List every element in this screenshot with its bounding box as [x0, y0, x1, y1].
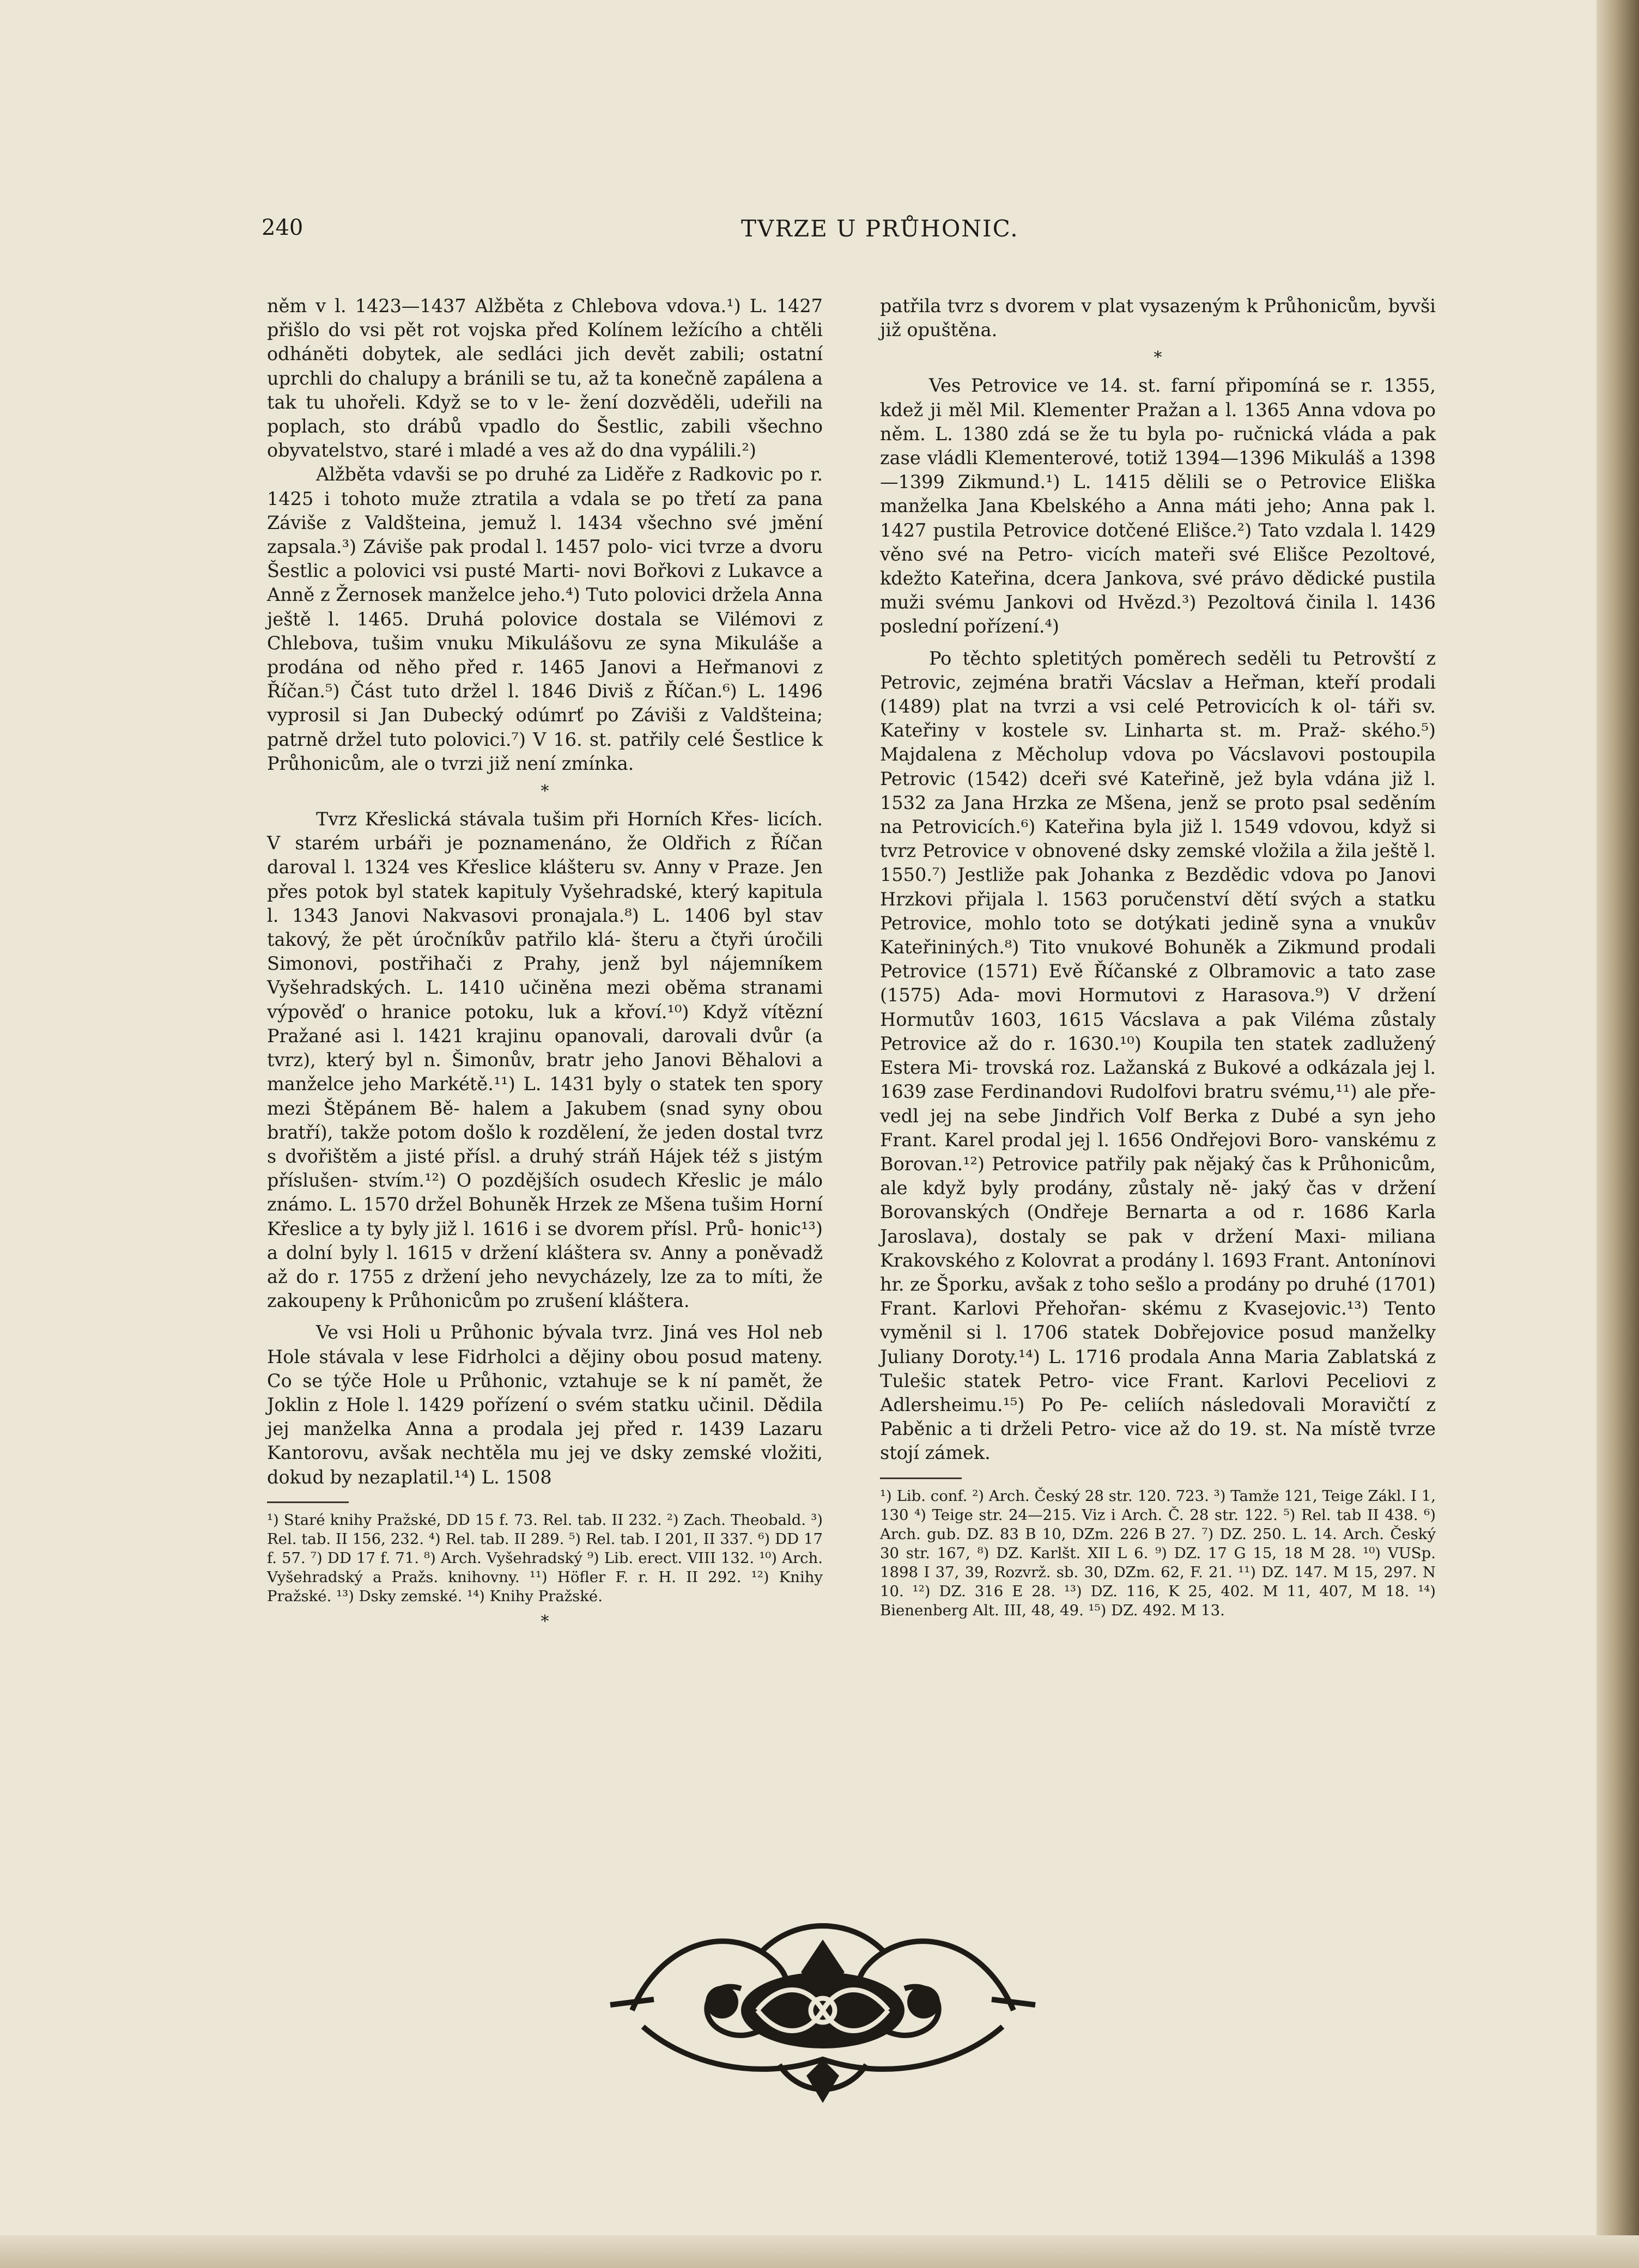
right-column: [880, 294, 1436, 1620]
paragraph-gap: [267, 1313, 823, 1321]
page-bottom-edge: [0, 2235, 1639, 2268]
paragraph-alzbeta: Alžběta vdavši se po druhé za Liděře z Radkovic po r. 1425 i tohoto muže ztratila a vdala se po třetí za pana Záviše z Valdšteina, jemuž l. 1434 všechno své jmění zapsala.³) Záviše pak prodal l. 1457 polo- vici tvrze a dvoru Šestlic a polovici vsi pusté Marti- novi Bořkovi z Lukavce a Anně z Žernosek manželce jeho.⁴) Tuto polovici držela Anna ještě l. 1465. Druhá polovice dostala se Vilémovi z Chlebova, tušim vnuku Mikulášovu ze syna Mikuláše a prodána od něho před r. 1465 Janovi a Heřmanovi z Říčan.⁵) Část tuto držel l. 1846 Diviš z Říčan.⁶) L. 1496 vyprosil si Jan Dubecký odúmrť po Záviši z Valdšteina; patrně držel tuto polovici.⁷) V 16. st. patřily celé Šestlice k Průhonicům, ale o tvrzi již není zmínka.: [267, 464, 823, 774]
page-number: 240: [262, 215, 303, 240]
paragraph-petrovice: Ves Petrovice ve 14. st. farní připomíná se r. 1355, kdež ji měl Mil. Klementer Pražan a l. 1365 Anna vdova po něm. L. 1380 zdá se že tu byla po- ručnická vláda a pak zase vládli Klementerové, totiž 1394—1396 Mikuláš a 1398—1399 Zikmund.¹) L. 1415 dělili se o Petrovice Eliška manželka Jana Kbelského a Anna máti jeho; Anna pak l. 1427 pustila Petrovice dotčené Elišce.²) Tato vzdala l. 1429 věno své na Petro- vicích mateři své Elišce Pezoltové, kdežto Kateřina, dcera Jankova, své právo dědické pustila muži svému Jankovi od Hvězd.³) Pezoltová činila l. 1436 poslední pořízení.⁴): [880, 375, 1436, 637]
paragraph-hole-end: patřila tvrz s dvorem v plat vysazeným k Průhonicům, byvši již opuštěna.: [880, 295, 1436, 341]
page-edge: [1596, 0, 1639, 2268]
footnote-rule: [880, 1477, 962, 1479]
celtic-knot-ornament-icon: [599, 1885, 1046, 2114]
footnotes-right: ¹) Lib. conf. ²) Arch. Český 28 str. 120. 723. ³) Tamže 121, Teige Zákl. I 1, 130 ⁴) Teige str. 24—215. Viz i Arch. Č. 28 str. 122. ⁵) Rel. tab II 438. ⁶) Arch. gub. DZ. 83 B 10, DZm. 226 B 27. ⁷) DZ. 250. L. 14. Arch. Český 30 str. 167, ⁸) DZ. Karlšt. XII L 6. ⁹) DZ. 17 G 15, 18 M 28. ¹⁰) VUSp. 1898 I 37, 39, Rozvrž. sb. 30, DZm. 62, F. 21. ¹¹) DZ. 147. M 15, 297. N 10. ¹²) DZ. 316 E 28. ¹³) DZ. 116, K 25, 402. M 11, 407, M 18. ¹⁴) Bienenberg Alt. III, 48, 49. ¹⁵) DZ. 492. M 13.: [880, 1487, 1436, 1619]
paragraph-petrovsti: Po těchto spletitých poměrech seděli tu Petrovští z Petrovic, zejména bratři Vácslav a Heřman, kteří prodali (1489) plat na tvrzi a vsi celé Petrovicích k ol- táři sv. Kateřiny v kostele sv. Linharta st. m. Praž- ského.⁵) Majdalena z Měcholup vdova po Vácslavovi postoupila Petrovic (1542) dceři své Kateřině, jež byla vdána již l. 1532 za Jana Hrzka ze Mšena, jenž se proto psal seděním na Petrovicích.⁶) Kateřina byla již l. 1549 vdovou, když si tvrz Petrovice v obnovené dsky zemské vložila a žila ještě l. 1550.⁷) Jestliže pak Johanka z Bezdědic vdova po Janovi Hrzkovi přijala l. 1563 poručenství dětí svých a statku Petrovice, mohlo toto se dotýkati jedině syna a vnukův Kateřininých.⁸) Tito vnukové Bohuněk a Zikmund prodali Petrovice (1571) Evě Říčanské z Olbramovic a tato zase (1575) Ada- movi Hormutovi z Harasova.⁹) V držení Hormutův 1603, 1615 Vácslava a pak Viléma zůstaly Petrovice až do r. 1630.¹⁰) Koupila ten statek zadlužený Estera Mi- trovská roz. Lažanská z Bukové a odkázala jej l. 1639 zase Ferdinandovi Rudolfovi bratru svému,¹¹) ale pře- vedl jej na sebe Jindřich Volf Berka z Dubé a syn jeho Frant. Karel prodal jej l. 1656 Ondřejovi Boro- vanskému z Borovan.¹²) Petrovice patřily pak nějaký čas k Průhonicům, ale když byly prodány, zůstaly ně- jaký čas v držení Borovanských (Ondřeje Bernarta a od r. 1686 Karla Jaroslava), dostaly se pak v držení Maxi- miliana Krakovského z Kolovrat a prodány l. 1693 Frant. Antonínovi hr. ze Šporku, avšak z toho sešlo a prodány po druhé (1701) Frant. Karlovi Přehořan- skému z Kvasejovic.¹³) Tento vyměnil si l. 1706 statek Dobřejovice posud manželky Juliany Doroty.¹⁴) L. 1716 prodala Anna Maria Zablatská z Tulešic statek Petro- vice Frant. Karlovi Peceliovi z Adlersheimu.¹⁵) Po Pe- celiích následovali Moravičtí z Paběnic a ti drželi Petro- vice až do 19. st. Na místě tvrze stojí zámek.: [880, 647, 1436, 1464]
paragraph-sestlice-end: něm v l. 1423—1437 Alžběta z Chlebova vdova.¹) L. 1427 přišlo do vsi pět rot vojska před Kolínem ležícího a chtěli odháněti dobytek, ale sedláci jich devět zabili; ostatní uprchli do chalupy a bránili se tu, až ta konečně zapálena a tak tu uhořeli. Když se to v le- žení dozvěděli, udeřili na poplach, sto drábů vpadlo do Šestlic, zabili všechno obyvatelstvo, staré i mladé a ves až do dna vypálili.²): [267, 295, 823, 461]
section-separator: *: [541, 782, 549, 801]
footnote-rule: [267, 1501, 349, 1503]
footnotes-left: ¹) Staré knihy Pražské, DD 15 f. 73. Rel. tab. II 232. ²) Zach. Theobald. ³) Rel. tab. II 156, 232. ⁴) Rel. tab. II 289. ⁵) Rel. tab. I 201, II 337. ⁶) DD 17 f. 57. ⁷) DD 17 f. 71. ⁸) Arch. Vyšehradský ⁹) Lib. erect. VIII 132. ¹⁰) Arch. Vyšehradský a Pražs. knihovny. ¹¹) Höfler F. r. H. II 292. ¹²) Knihy Pražské. ¹³) Dsky zemské. ¹⁴) Knihy Pražské.: [267, 1511, 823, 1605]
paragraph-hole: Ve vsi Holi u Průhonic bývala tvrz. Jiná ves Hol neb Hole stávala v lese Fidrholci a dějiny obou posud mateny. Co se týče Hole u Průhonic, vztahuje se k ní pamět, že Joklin z Hole l. 1429 pořízení o svém statku učinil. Dědila jej manželka Anna a prodala jej před r. 1439 Lazaru Kantorovu, avšak nechtěla mu jej ve dsky zemské vložiti, dokud by nezaplatil.¹⁴) L. 1508: [267, 1322, 823, 1488]
left-column: [267, 294, 823, 1638]
page-header: [262, 215, 1542, 253]
footnote-separator: *: [541, 1612, 549, 1631]
section-separator: *: [1154, 348, 1162, 368]
paragraph-kreslice: Tvrz Křeslická stávala tušim při Horních Křes- licích. V starém urbáři je poznamenáno, že Oldřich z Říčan daroval l. 1324 ves Křeslice klášteru sv. Anny v Praze. Jen přes potok byl statek kapituly Vyšehradské, který kapitula l. 1343 Janovi Nakvasovi pronajala.⁸) L. 1406 byl stav takový, že pět úročníkův patřilo klá- šteru a čtyři úročili Simonovi, postřihači z Prahy, jenž byl nájemníkem Vyšehradských. L. 1410 učiněna mezi oběma stranami výpověď o hranice potoku, luk a křoví.¹⁰) Když vítězní Pražané asi l. 1421 krajinu opanovali, darovali dvůr (a tvrz), který byl n. Šimonův, bratr jeho Janovi Běhalovi a manželce jeho Markétě.¹¹) L. 1431 byly o statek ten spory mezi Štěpánem Bě- halem a Jakubem (snad syny obou bratří), takže potom došlo k rozdělení, že jeden dostal tvrz s dvořištěm a jisté přísl. a druhý stráň Hájek též s jistým příslušen- stvím.¹²) O pozdějších osudech Křeslic je málo známo. L. 1570 držel Bohuněk Hrzek ze Mšena tušim Horní Křeslice a ty byly již l. 1616 i se dvorem přísl. Prů- honic¹³) a dolní byly l. 1615 v držení kláštera sv. Anny a poněvadž až do r. 1755 z držení jeho nevycházely, lze za to míti, že zakoupeny k Průhonicům po zrušení kláštera.: [267, 808, 823, 1312]
running-title: TVRZE U PRŮHONIC.: [741, 215, 1019, 242]
paragraph-gap: [880, 639, 1436, 647]
